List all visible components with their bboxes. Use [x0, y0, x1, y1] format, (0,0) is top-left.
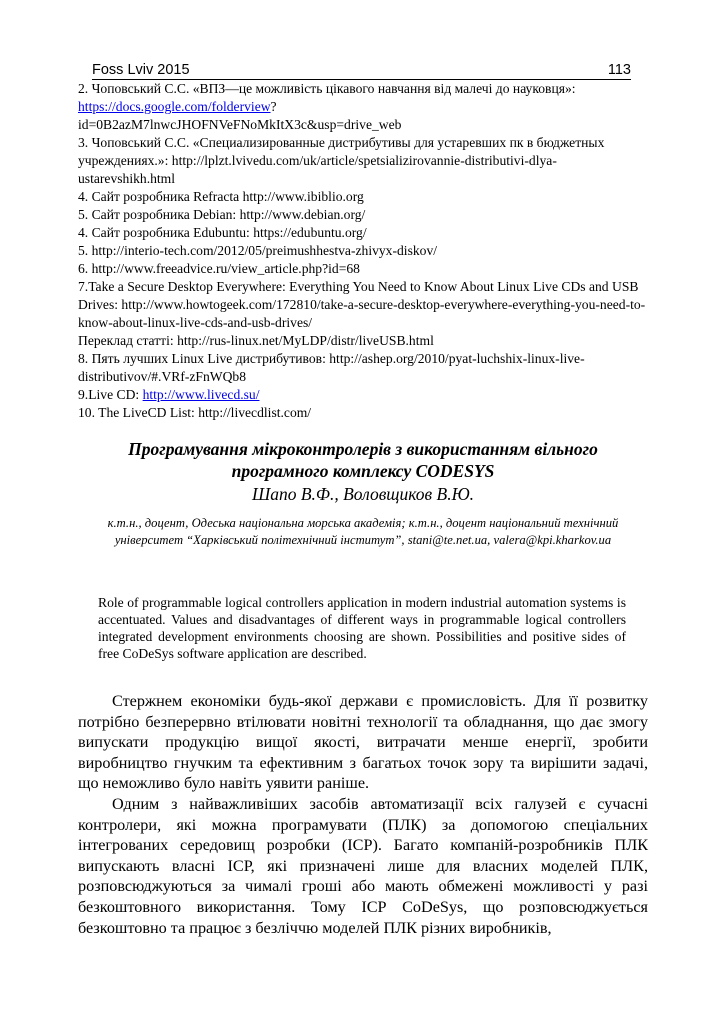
reference-item: 9.Live CD: http://www.livecd.su/	[78, 387, 260, 402]
body-paragraph: Одним з найважливіших засобів автоматизації всіх галузей є сучасні контролери, які можна програмувати (ПЛК) за допомогою спеціальних інтегрованих середовищ розробки (ІСР). Багато компаній-розробників ПЛК випускають власні ІСР, які призначені лише для власних моделей ПЛК, розповсюджуються за чималі гроші або мають обмежені можливості у разі безкоштовного використання. Тому ІСР CoDeSys, що розповсюджується безкоштовно та працює з безліччю моделей ПЛК різних виробників,	[78, 794, 648, 937]
author-affiliation: к.т.н., доцент, Одеська національна морська академія; к.т.н., доцент національний технічний університет “Харківський політехнічний інститут”, stani@te.net.ua, valera@kpi.kharkov.ua	[107, 516, 619, 547]
body-paragraph: Стержнем економіки будь-якої держави є промисловість. Для її розвитку потрібно безперервно втілювати новітні технології та обладнання, що дає змогу випускати продукцію вищої якості, витрачати менше енергії, зробити виробництво гнучким та ефективним з багатьох точок зору та вирішити задачі, що неможливо було навіть уявити раніше.	[78, 692, 648, 793]
reference-link[interactable]: http://www.livecd.su/	[142, 387, 260, 402]
reference-item: 8. Пять лучших Linux Live дистрибутивов: http://ashep.org/2010/pyat-luchshix-linux-live-distributivov/#.VRf-zFnWQb8	[78, 351, 585, 384]
reference-item: 2. Чоповський С.С. «ВПЗ—це можливість цікавого навчання від малечі до науковця»: https://docs.google.com/folderview?	[78, 81, 576, 114]
reference-link[interactable]: https://docs.google.com/folderview	[78, 99, 271, 114]
article-authors: Шапо В.Ф., Воловщиков В.Ю.	[251, 484, 475, 504]
reference-item: 5. http://interio-tech.com/2012/05/preimushhestva-zhivyx-diskov/	[78, 243, 438, 258]
abstract: Role of programmable logical controllers application in modern industrial automation systems is accentuated. Values and disadvantages of different ways in programmable logical controllers integrated development environments choosing are shown. Possibilities and positive sides of free CoDeSys software application are described.	[98, 595, 626, 661]
page-number: 113	[607, 62, 631, 78]
running-header	[92, 62, 631, 80]
journal-name: Foss Lviv 2015	[92, 62, 190, 78]
reference-item: 7.Take a Secure Desktop Everywhere: Everything You Need to Know About Linux Live CDs and USB Drives: http://www.howtogeek.com/172810/take-a-secure-desktop-everywhere-everything-you-need-to-know-about-linux-live-cds-and-usb-drives/	[78, 279, 646, 330]
reference-item: 3. Чоповський С.С. «Специализированные дистрибутивы для устаревших пк в бюджетных учреждениях.»: http://lplzt.lvivedu.com/uk/article/spetsializirovannie-distributivi-dlya-ustarevshikh.html	[78, 135, 605, 186]
article-title: Програмування мікроконтролерів з використанням вільного програмного комплексу CODESYS	[128, 439, 598, 481]
reference-item: Переклад статті: http://rus-linux.net/MyLDP/distr/liveUSB.html	[78, 333, 434, 348]
reference-list	[78, 80, 648, 422]
reference-item: 10. The LiveCD List: http://livecdlist.com/	[78, 405, 312, 420]
reference-item: 4. Сайт розробника Refracta http://www.ibiblio.org	[78, 189, 364, 204]
article-body	[78, 691, 648, 938]
reference-item: 5. Сайт розробника Debian: http://www.debian.org/	[78, 207, 366, 222]
reference-item: 6. http://www.freeadvice.ru/view_article.php?id=68	[78, 261, 360, 276]
reference-item: id=0B2azM7lnwcJHOFNVeFNoMkItX3c&usp=drive_web	[78, 117, 402, 132]
reference-item: 4. Сайт розробника Edubuntu: https://edubuntu.org/	[78, 225, 367, 240]
